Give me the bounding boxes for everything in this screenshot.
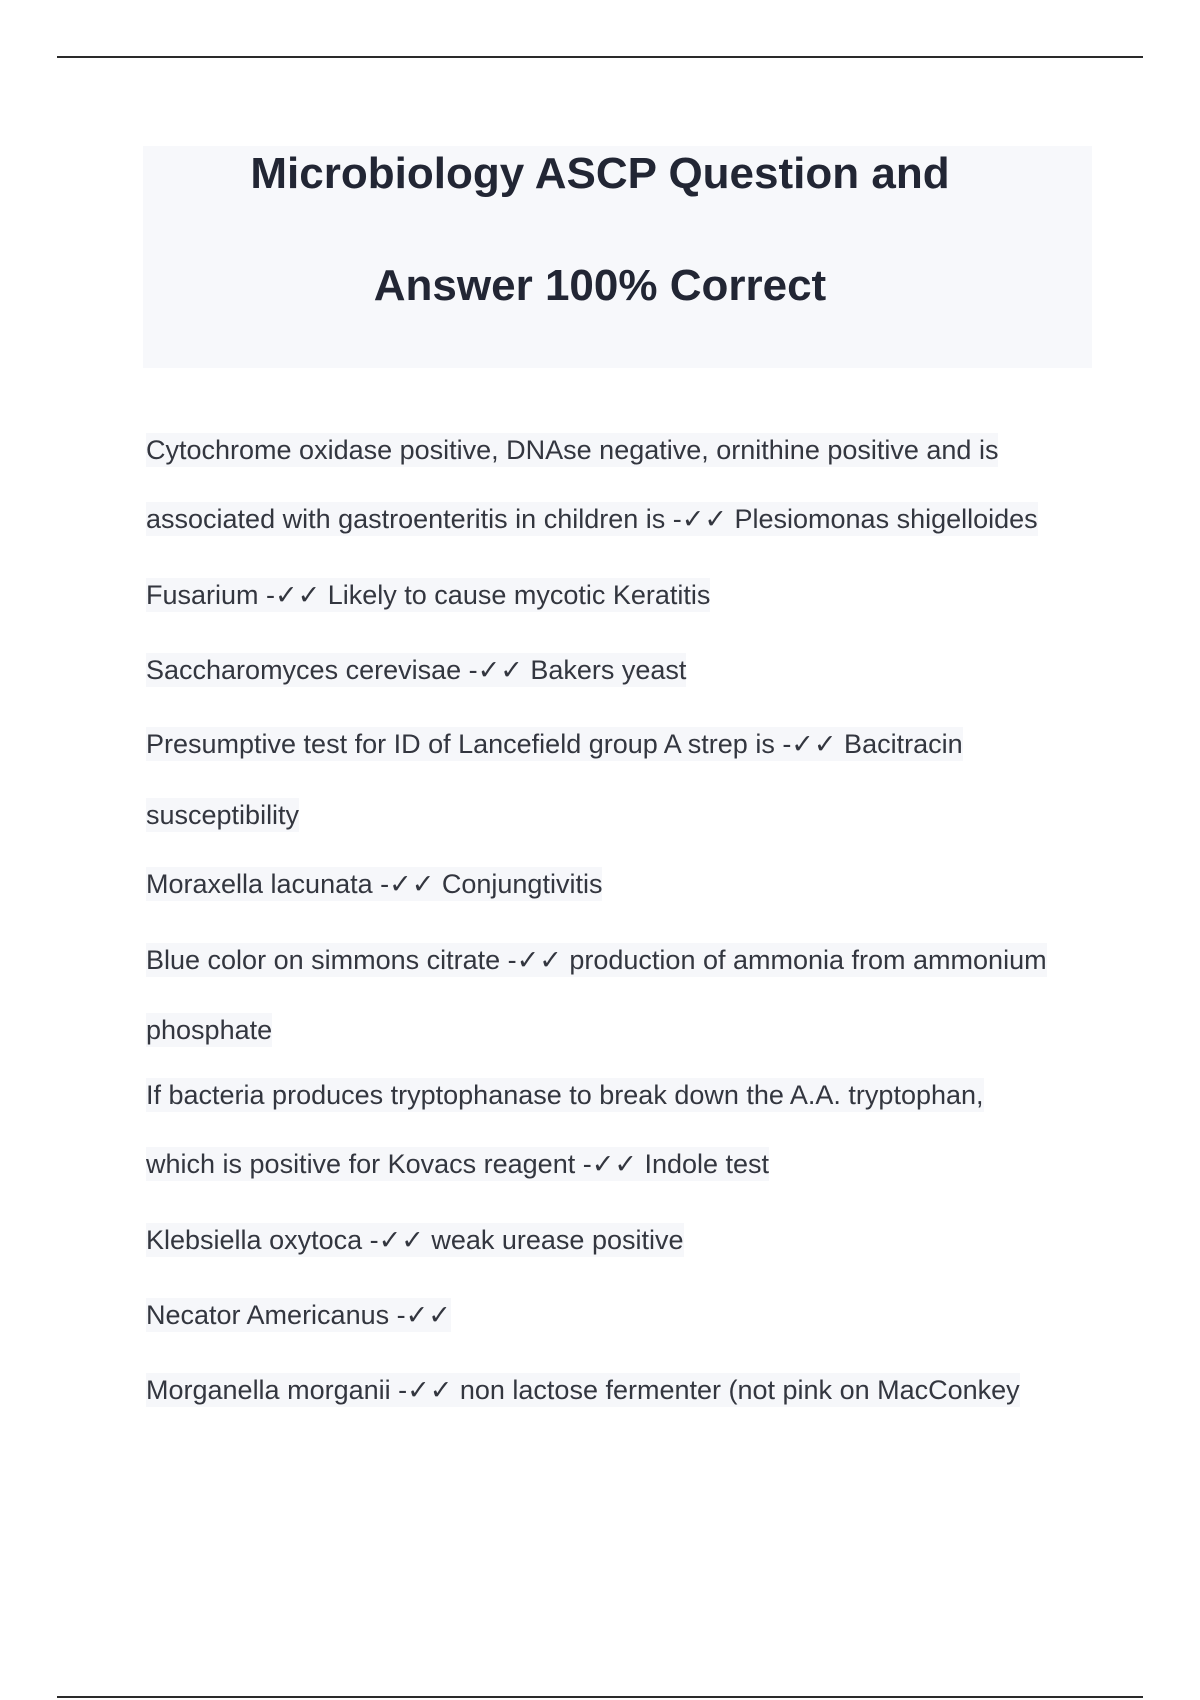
qa-text: Necator Americanus -✓✓ (146, 1300, 451, 1330)
qa-line (146, 575, 710, 615)
qa-text: Klebsiella oxytoca -✓✓ weak urease positive (146, 1225, 684, 1255)
qa-text: Cytochrome oxidase positive, DNAse negative, ornithine positive and is (146, 435, 999, 465)
qa-line (146, 430, 998, 470)
qa-line (146, 795, 299, 835)
top-rule (57, 56, 1143, 58)
bottom-rule (57, 1696, 1143, 1698)
qa-text: which is positive for Kovacs reagent -✓✓ Indole test (146, 1149, 770, 1179)
qa-text: Moraxella lacunata -✓✓ Conjungtivitis (146, 869, 603, 899)
qa-text: If bacteria produces tryptophanase to break down the A.A. tryptophan, (146, 1080, 984, 1110)
qa-text: Blue color on simmons citrate -✓✓ production of ammonia from ammonium (146, 945, 1047, 975)
qa-line (146, 1075, 984, 1115)
qa-line (146, 499, 1038, 539)
qa-line (146, 940, 1047, 980)
qa-line (146, 650, 686, 690)
qa-text: phosphate (146, 1015, 273, 1045)
qa-line (146, 1144, 769, 1184)
qa-line (146, 864, 602, 904)
document-title-line-1: Microbiology ASCP Question and (250, 149, 950, 198)
document-title-line-2: Answer 100% Correct (373, 261, 827, 310)
qa-text: Morganella morganii -✓✓ non lactose fermenter (not pink on MacConkey (146, 1375, 1020, 1405)
qa-line (146, 1220, 684, 1260)
qa-line (146, 1010, 272, 1050)
qa-text: susceptibility (146, 800, 300, 830)
qa-text: associated with gastroenteritis in children is -✓✓ Plesiomonas shigelloides (146, 504, 1038, 534)
qa-line (146, 1295, 451, 1335)
qa-text: Saccharomyces cerevisae -✓✓ Bakers yeast (146, 655, 687, 685)
qa-line (146, 1370, 1020, 1410)
qa-text: Presumptive test for ID of Lancefield group A strep is -✓✓ Bacitracin (146, 729, 963, 759)
qa-text: Fusarium -✓✓ Likely to cause mycotic Keratitis (146, 580, 711, 610)
qa-line (146, 724, 963, 764)
